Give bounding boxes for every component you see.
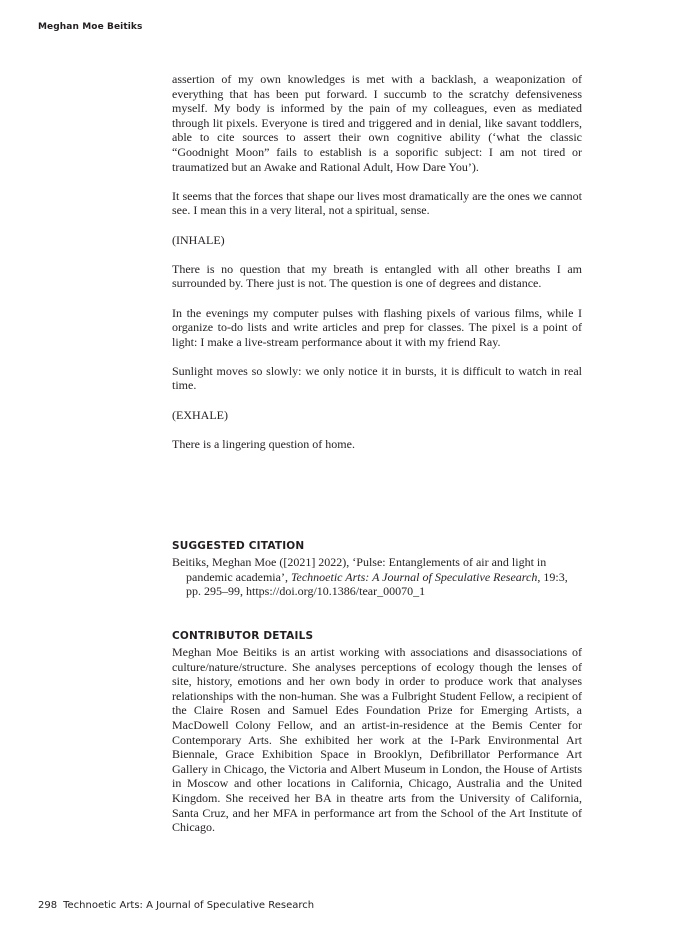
citation-tail: , 19:3, pp. 295–99, https://doi.org/10.1386/tear_00070_1 xyxy=(186,569,568,599)
stage-direction-inhale: (INHALE) xyxy=(172,232,225,247)
citation-text xyxy=(172,555,582,599)
contributor-details-section xyxy=(172,630,582,835)
contributor-bio: Meghan Moe Beitiks is an artist working with associations and disassociations of culture/nature/structure. She analyses perceptions of ecology though the lenses of site, history, emotions and her own body in order to produce work that analyses relationships with the non-human. She was a Fulbright Student Fellow, a recipient of the Claire Rosen and Samuel Edes Foundation Prize for Emerging Artists, a MacDowell Colony Fellow, and an artist-in-residence at the Bemis Center for Contemporary Arts. She exhibited her work at the I-Park Environmental Art Biennale, Grace Exhibition Space in Brooklyn, Defibrillator Performance Art Gallery in Chicago, the Victoria and Albert Museum in London, the House of Artists in Moscow and other locations in California, Chicago, Australia and the United Kingdom. She received her BA in theatre arts from the University of California, Santa Cruz, and her MFA in performance art from the School of the Art Institute of Chicago. xyxy=(172,645,582,835)
section-heading: SUGGESTED CITATION xyxy=(172,540,305,552)
journal-title: Technoetic Arts: A Journal of Speculative Research xyxy=(63,900,315,911)
suggested-citation-section xyxy=(172,540,582,599)
citation-lead: Beitiks, Meghan Moe ([2021] 2022), ‘Pulse: Entanglements of air and light in pandemic academia’, xyxy=(172,555,547,584)
paragraph: In the evenings my computer pulses with flashing pixels of various films, while I organize to-do lists and write articles and prep for classes. The pixel is a point of light: I make a live-stream performance about it with my friend Ray. xyxy=(172,305,582,349)
section-heading: CONTRIBUTOR DETAILS xyxy=(172,630,314,642)
paragraph: assertion of my own knowledges is met with a backlash, a weaponization of everything that has been put forward. I succumb to the scratchy defensiveness myself. My body is informed by the pain of my colleagues, even as mediated through lit pixels. Everyone is tired and triggered and in denial, like savant toddlers, able to cite sources to assert their own cognitive ability (‘what the classic “Goodnight Moon” fails to establish is a soporific subject: I am not tired or traumatized but an Awake and Rational Adult, How Dare You’). xyxy=(172,72,582,174)
paragraph: There is no question that my breath is entangled with all other breaths I am surrounded by. There just is not. The question is one of degrees and distance. xyxy=(172,261,582,291)
paragraph: It seems that the forces that shape our lives most dramatically are the ones we cannot see. I mean this in a very literal, not a spiritual, sense. xyxy=(172,188,582,218)
citation-journal: Technoetic Arts: A Journal of Speculative Research xyxy=(290,569,538,584)
body-text xyxy=(172,72,582,451)
stage-direction-exhale: (EXHALE) xyxy=(172,407,228,422)
page-number: 298 xyxy=(38,900,58,911)
paragraph: Sunlight moves so slowly: we only notice it in bursts, it is difficult to watch in real time. xyxy=(172,363,582,393)
page-footer xyxy=(38,900,314,911)
running-head-author: Meghan Moe Beitiks xyxy=(38,22,143,32)
paragraph: There is a lingering question of home. xyxy=(172,436,355,451)
